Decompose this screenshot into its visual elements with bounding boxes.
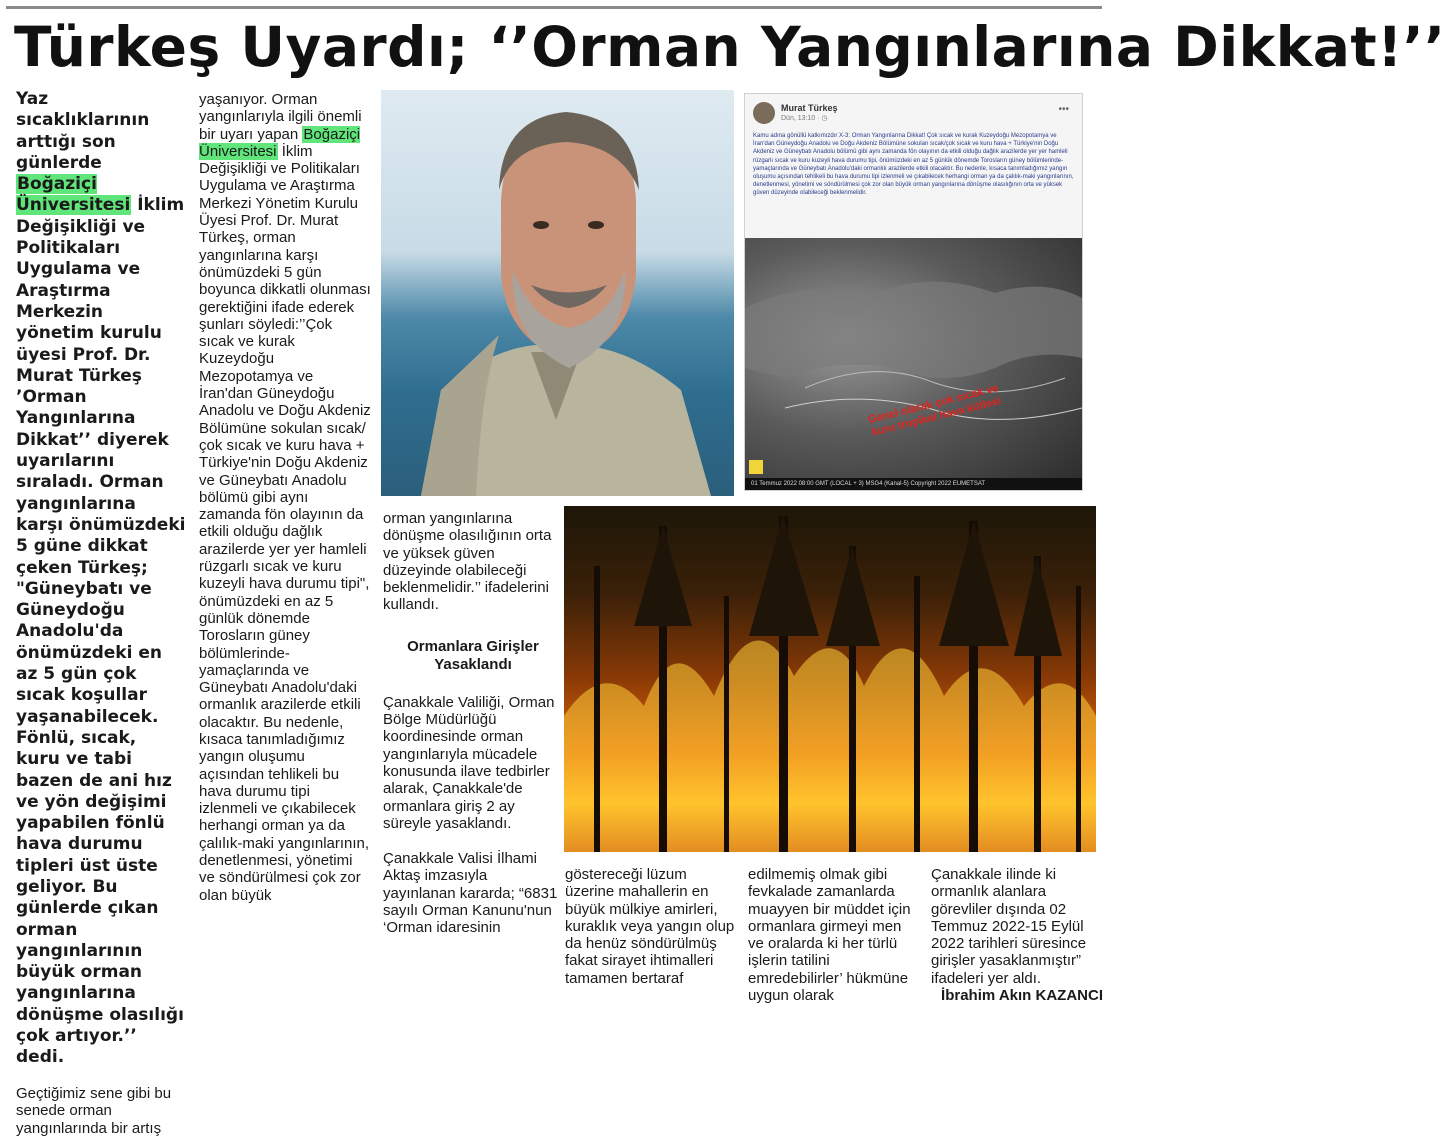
highlighted-university: Boğaziçi Üniversitesi	[16, 174, 131, 216]
social-media-post	[744, 93, 1083, 491]
body-paragraph: Çanakkale Valisi İlhami Aktaş imzasıyla yayınlanan kararda; “6831 sayılı Orman Kanunu'nun ‘Orman idaresinin	[383, 850, 558, 937]
body-paragraph: edilmemiş olmak gibi fevkalade zamanlarda muayyen bir müddet için ormanlara girmeyi men ve oralarda ki her türlü işlerin tatilini emredebilirler’ hükmüne uygun olarak	[748, 866, 911, 1005]
post-text: Kamu adına gönüllü katkımızdır X-3: Orman Yangınlarına Dikkat! Çok sıcak ve kurak Kuzeydoğu Mezopotamya ve İran'dan Güneydoğu Anadolu ve Doğu Akdeniz Bölümüne sokulan sıcak/çok sıcak ve kuru hava + Türkiye'nin Doğu Akdeniz ve Güneybatı Anadolu bölümü gibi aynı zamanda fön olayının da etkili olduğu dağlık arazilerde yer yer hamleli rüzgarlı sıcak ve kuru kuzeyli hava durumu tipi, önümüzdeki en az 5 günlük dönemde Torosların güney bölümlerinde-yamaçlarında ve Güneybatı Anadolu'daki ormanlık arazilerde etkili olacaktır. Bu nedenle, kısaca tanımladığımız yangın oluşumu açısından tehlikeli bu hava durumu tipi izlenmeli ve çıkabilecek herhangi orman ya da çalılık-maki yangınlarının, denetlenmesi, yönetimi ve söndürülmesi çok zor olan büyük orman yangınlarına dönüşme olasılığının orta ve yüksek güven düzeyinde olabileceği beklenmelidir.	[753, 133, 1074, 197]
top-rule	[6, 6, 1102, 9]
satellite-map-image	[745, 238, 1082, 490]
body-paragraph: Çanakkale ilinde ki ormanlık alanlara görevliler dışında 02 Temmuz 2022-15 Eylül 2022 tarihleri süresince girişler yasaklanmıştır” ifadeleri yer aldı.	[931, 866, 1087, 987]
lead-paragraph: Yaz sıcaklıklarının arttığı son günlerde Boğaziçi Üniversitesi İklim Değişikliği ve Politikaları Uygulama ve Araştırma Merkezin yönetim kurulu üyesi Prof. Dr. Murat Türkeş ’Orman Yangınlarına Dikkat’’ diyerek uyarılarını sıraladı. Orman yangınlarına karşı önümüzdeki 5 güne dikkat çeken Türkeş; "Güneybatı ve Güneydoğu Anadolu'da önümüzdeki en az 5 gün çok sıcak koşullar yaşanabilecek. Fönlü, sıcak, kuru ve tabi bazen de ani hız ve yön değişimi yapabilen fönlü hava durumu tipleri üst üste geliyor. Bu günlerde çıkan orman yangınlarının büyük orman yangınlarına dönüşme olasılığı çok artıyor.’’ dedi.	[16, 89, 186, 1068]
byline: İbrahim Akın KAZANCI	[941, 987, 1103, 1005]
article-column-2	[199, 91, 371, 904]
article-column-4	[565, 866, 737, 987]
highlighted-university: Boğaziçi Üniversitesi	[199, 125, 361, 160]
post-time: Dün, 13:10 · ◷	[781, 115, 828, 122]
portrait-photo	[381, 90, 734, 496]
forest-fire-photo	[564, 506, 1096, 852]
headline: Türkeş Uyardı; ‘’Orman Yangınlarına Dikkat!’’	[14, 15, 1446, 79]
avatar	[753, 102, 775, 124]
satellite-logo	[749, 460, 763, 474]
map-caption: Genel olarak çok sıcak ve kuru tropikal hava kütlesi	[866, 382, 1003, 439]
article-column-6	[931, 866, 1103, 1004]
article-column-5	[748, 866, 920, 1004]
map-footer: 01 Temmuz 2022 08:00 GMT (LOCAL + 3) MSG4 (Kanal-5) Copyright 2022 EUMETSAT	[745, 478, 1082, 490]
map-landmass	[745, 238, 1082, 490]
more-options-icon: •••	[1058, 104, 1069, 115]
body-paragraph: göstereceği lüzum üzerine mahallerin en büyük mülkiye amirleri, kuraklık veya yangın olup da henüz söndürülmüş fakat sirayet ihtimalleri tamamen bertaraf	[565, 866, 735, 987]
column-1-footer: Geçtiğimiz sene gibi bu senede orman yangınlarında bir artış	[16, 1084, 172, 1137]
body-paragraph: orman yangınlarına dönüşme olasılığının orta ve yüksek güven düzeyinde olabileceği beklenmelidir.’’ ifadelerini kullandı.	[383, 510, 552, 614]
post-author: Murat Türkeş	[781, 103, 838, 113]
forest-fire-illustration	[564, 506, 1096, 852]
body-paragraph: Çanakkale Valiliği, Orman Bölge Müdürlüğü koordinesinde orman yangınlarıyla mücadele konusunda ilave tedbirler alarak, Çanakkale'de ormanlara giriş 2 ay süreyle yasaklandı.	[383, 693, 555, 832]
body-paragraph: yaşanıyor. Orman yangınlarıyla ilgili önemli bir uyarı yapan Boğaziçi Üniversitesi İklim Değişikliği ve Politikaları Uygulama ve Araştırma Merkezi Yönetim Kurulu Üyesi Prof. Dr. Murat Türkeş, orman yangınlarına karşı önümüzdeki 5 gün boyunca dikkatli olunması gerektiğini ifade ederek şunları söyledi:’’Çok sıcak ve kurak Kuzeydoğu Mezopotamya ve İran'dan Güneydoğu Anadolu ve Doğu Akdeniz Bölümüne sokulan sıcak/çok sıcak ve kuru hava + Türkiye'nin Doğu Akdeniz ve Güneybatı Anadolu bölümü gibi aynı zamanda fön olayının da etkili olduğu dağlık arazilerde yer yer hamleli rüzgarlı sıcak ve kuru kuzeyli hava durumu tipi", önümüzdeki en az 5 günlük dönemde Torosların güney bölümlerinde-yamaçlarında ve Güneybatı Anadolu'daki ormanlık arazilerde etkili olacaktır. Bu nedenle, kısaca tanımladığımız yangın oluşumu açısından tehlikeli bu hava durumu tipi izlenmeli ve çıkabilecek herhangi orman ya da çalılık-maki yangınlarının, denetlenmesi, yönetimi ve söndürülmesi çok zor olan büyük	[199, 91, 371, 904]
article-column-1	[16, 89, 186, 1137]
post-header	[753, 102, 1073, 132]
article-column-3	[383, 510, 563, 937]
subheading: Ormanlara Girişler Yasaklandı	[407, 637, 539, 673]
portrait-illustration	[381, 90, 734, 496]
